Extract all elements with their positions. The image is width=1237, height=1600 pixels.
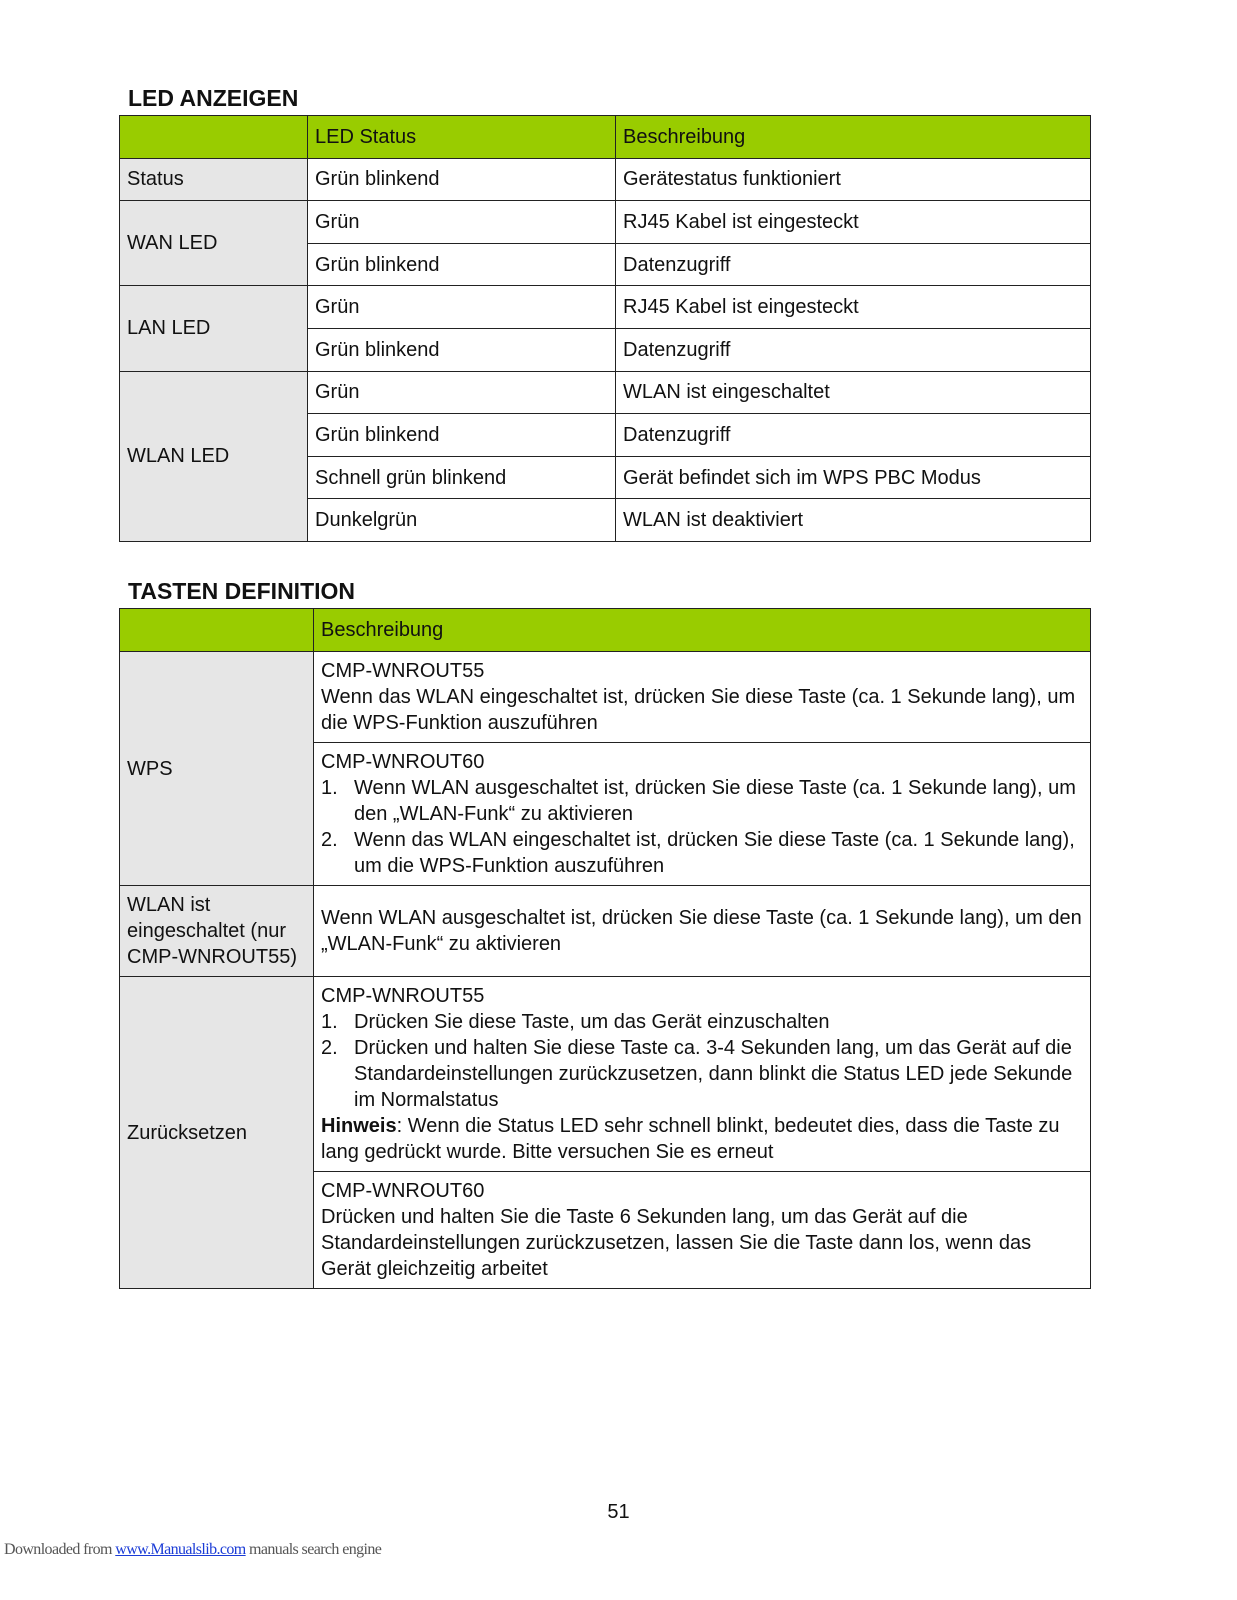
led-status-cell: Grün blinkend (308, 243, 616, 286)
list-item (321, 1035, 1083, 1113)
list-number: 2. (321, 829, 338, 851)
list-item (321, 827, 1083, 879)
led-table (119, 115, 1091, 542)
manualslib-link[interactable]: www.Manualslib.com (115, 1541, 246, 1558)
footer-suffix: manuals search engine (245, 1541, 382, 1558)
led-description-cell: Datenzugriff (616, 328, 1091, 371)
led-status-cell: Grün (308, 371, 616, 414)
table-header-row (120, 116, 1091, 159)
model-name: CMP-WNROUT60 (321, 751, 485, 773)
list-item-text: Wenn WLAN ausgeschaltet ist, drücken Sie diese Taste (ca. 1 Sekunde lang), um den „WLAN-Funk“ zu aktivieren (354, 777, 1076, 825)
tasten-table (119, 608, 1091, 1289)
header-cell-description: Beschreibung (616, 116, 1091, 159)
led-status-cell: Grün blinkend (308, 158, 616, 201)
led-description-cell: RJ45 Kabel ist eingesteckt (616, 286, 1091, 329)
table-row (120, 371, 1091, 414)
row-label-lan-led: LAN LED (120, 286, 308, 371)
row-label-wps: WPS (120, 652, 314, 886)
led-description-cell: RJ45 Kabel ist eingesteckt (616, 201, 1091, 244)
led-status-cell: Dunkelgrün (308, 499, 616, 542)
row-label-wlan: WLAN ist eingeschaltet (nur CMP-WNROUT55) (120, 886, 314, 977)
row-label-reset: Zurücksetzen (120, 977, 314, 1289)
numbered-list (321, 1009, 1083, 1113)
row-label-wlan-led: WLAN LED (120, 371, 308, 541)
model-name: CMP-WNROUT55 (321, 660, 485, 682)
note-text: : Wenn die Status LED sehr schnell blinkt, bedeutet dies, dass die Taste zu lang gedrückt wurde. Bitte versuchen Sie es erneut (321, 1115, 1060, 1163)
header-cell-led-status: LED Status (308, 116, 616, 159)
wps-description-cell-wnrout60 (314, 743, 1091, 886)
description-text: Drücken und halten Sie die Taste 6 Sekunden lang, um das Gerät auf die Standardeinstellungen zurückzusetzen, lassen Sie die Taste dann los, wenn das Gerät gleichzeitig arbeitet (321, 1206, 1032, 1280)
header-cell-description: Beschreibung (314, 609, 1091, 652)
note (321, 1113, 1083, 1165)
table-header-row (120, 609, 1091, 652)
numbered-list (321, 775, 1083, 879)
wlan-description-cell: Wenn WLAN ausgeschaltet ist, drücken Sie diese Taste (ca. 1 Sekunde lang), um den „WLAN-Funk“ zu aktivieren (314, 886, 1091, 977)
header-cell-empty (120, 116, 308, 159)
list-number: 1. (321, 777, 338, 799)
led-description-cell: WLAN ist deaktiviert (616, 499, 1091, 542)
note-label: Hinweis (321, 1115, 397, 1137)
download-footer (4, 1541, 381, 1559)
list-number: 1. (321, 1011, 338, 1033)
led-description-cell: Datenzugriff (616, 414, 1091, 457)
wps-description-cell-wnrout55 (314, 652, 1091, 743)
led-description-cell: Datenzugriff (616, 243, 1091, 286)
table-row (120, 977, 1091, 1172)
led-status-cell: Grün blinkend (308, 328, 616, 371)
led-status-cell: Schnell grün blinkend (308, 456, 616, 499)
page-number: 51 (607, 1501, 630, 1523)
list-number: 2. (321, 1037, 338, 1059)
led-description-cell: Gerätestatus funktioniert (616, 158, 1091, 201)
list-item (321, 1009, 1083, 1035)
led-description-cell: Gerät befindet sich im WPS PBC Modus (616, 456, 1091, 499)
footer-prefix: Downloaded from (4, 1541, 116, 1558)
description-text: Wenn das WLAN eingeschaltet ist, drücken Sie diese Taste (ca. 1 Sekunde lang), um die WPS-Funktion auszuführen (321, 686, 1076, 734)
table-row (120, 886, 1091, 977)
header-cell-empty (120, 609, 314, 652)
model-name: CMP-WNROUT55 (321, 985, 485, 1007)
list-item-text: Wenn das WLAN eingeschaltet ist, drücken Sie diese Taste (ca. 1 Sekunde lang), um die WPS-Funktion auszuführen (354, 829, 1075, 877)
reset-description-cell-wnrout55 (314, 977, 1091, 1172)
list-item-text: Drücken Sie diese Taste, um das Gerät einzuschalten (354, 1011, 830, 1033)
table-row (120, 652, 1091, 743)
led-section-title: LED ANZEIGEN (128, 85, 299, 111)
table-row (120, 286, 1091, 329)
list-item-text: Drücken und halten Sie diese Taste ca. 3-4 Sekunden lang, um das Gerät auf die Standardeinstellungen zurückzusetzen, dann blinkt die Status LED jede Sekunde im Normalstatus (354, 1037, 1073, 1111)
led-status-cell: Grün (308, 201, 616, 244)
led-status-cell: Grün (308, 286, 616, 329)
list-item (321, 775, 1083, 827)
reset-description-cell-wnrout60 (314, 1172, 1091, 1289)
row-label-status: Status (120, 158, 308, 201)
model-name: CMP-WNROUT60 (321, 1180, 485, 1202)
tasten-section-title: TASTEN DEFINITION (128, 578, 356, 604)
row-label-wan-led: WAN LED (120, 201, 308, 286)
table-row (120, 201, 1091, 244)
table-row (120, 158, 1091, 201)
led-description-cell: WLAN ist eingeschaltet (616, 371, 1091, 414)
led-status-cell: Grün blinkend (308, 414, 616, 457)
